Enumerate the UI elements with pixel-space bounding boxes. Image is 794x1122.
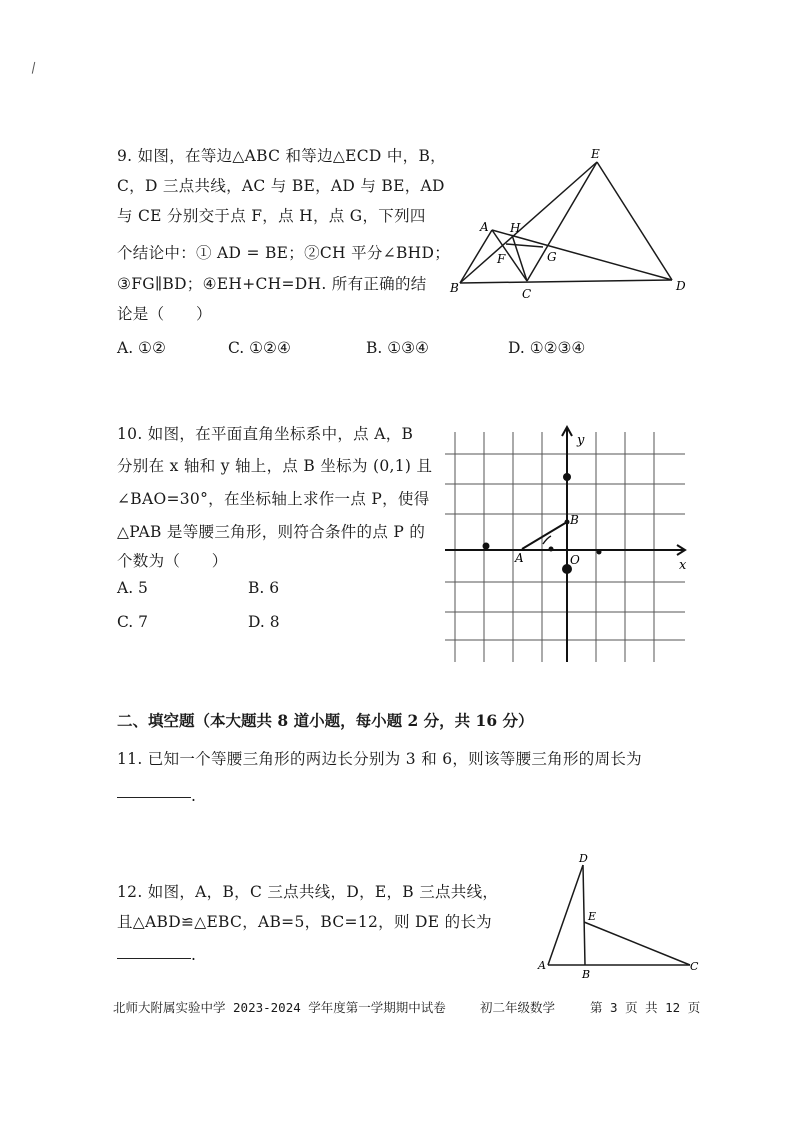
label-y-axis: y <box>577 433 585 448</box>
label-origin: O <box>570 553 580 567</box>
q11-text: 11. 已知一个等腰三角形的两边长分别为 3 和 6，则该等腰三角形的周长为 <box>117 750 642 768</box>
q9-line-4: 个结论中：① AD = BE；②CH 平分∠BHD； <box>117 244 451 262</box>
q12-answer-blank[interactable] <box>117 958 191 959</box>
label-F: F <box>497 252 506 266</box>
label-B: B <box>450 281 459 295</box>
label-point-b: B <box>570 513 579 527</box>
q9-option-d[interactable]: D. ①②③④ <box>508 339 586 357</box>
q12-label-B: B <box>582 968 591 980</box>
section-2-heading: 二、填空题（本大题共 8 道小题，每小题 2 分，共 16 分） <box>117 711 534 730</box>
q12-line-1: 12. 如图，A，B，C 三点共线，D，E，B 三点共线， <box>117 883 499 901</box>
q12-label-C: C <box>690 960 699 973</box>
q10-option-c[interactable]: C. 7 <box>117 613 149 631</box>
q12-label-D: D <box>579 852 588 865</box>
q9-line-6: 论是（ ） <box>117 305 212 323</box>
footer-page-number: 第 3 页 共 12 页 <box>590 1000 701 1015</box>
q9-line-5: ③FG∥BD；④EH+CH=DH. 所有正确的结 <box>117 275 427 293</box>
q10-option-a[interactable]: A. 5 <box>117 579 148 597</box>
label-A: A <box>480 220 489 234</box>
q12-label-A: A <box>538 959 546 972</box>
footer-grade: 初二年级数学 <box>480 1000 556 1015</box>
q10-line-5: 个数为（ ） <box>117 552 228 570</box>
q9-option-c[interactable]: C. ①②④ <box>228 339 291 357</box>
label-D: D <box>676 279 686 293</box>
q9-line-1: 9. 如图，在等边△ABC 和等边△ECD 中，B， <box>117 147 446 165</box>
q10-option-d[interactable]: D. 8 <box>248 613 280 631</box>
label-H: H <box>510 221 521 235</box>
q10-line-3: ∠BAO=30°，在坐标轴上求作一点 P，使得 <box>117 490 430 508</box>
q9-option-a[interactable]: A. ①② <box>117 339 166 357</box>
scan-mark <box>32 62 37 74</box>
q12-line-2: 且△ABD≌△EBC，AB=5，BC=12，则 DE 的长为 <box>117 913 492 931</box>
label-E: E <box>591 147 600 161</box>
q9-line-3: 与 CE 分别交于点 F，点 H，点 G，下列四 <box>117 207 426 225</box>
q10-coordinate-grid <box>445 422 695 667</box>
q9-option-b[interactable]: B. ①③④ <box>366 339 429 357</box>
q12-triangle-figure <box>535 850 705 980</box>
q10-line-1: 10. 如图，在平面直角坐标系中，点 A，B <box>117 425 414 443</box>
footer-school: 北师大附属实验中学 2023-2024 学年度第一学期期中试卷 <box>113 1000 446 1015</box>
q10-line-4: △PAB 是等腰三角形，则符合条件的点 P 的 <box>117 523 426 541</box>
label-G: G <box>547 250 557 264</box>
q12-label-E: E <box>588 910 597 923</box>
label-x-axis: x <box>679 558 687 573</box>
q10-line-2: 分别在 x 轴和 y 轴上，点 B 坐标为 (0,1) 且 <box>117 457 433 475</box>
q11-answer-blank[interactable] <box>117 797 191 798</box>
q12-blank-end: . <box>191 946 197 964</box>
label-point-a: A <box>515 551 524 565</box>
q10-option-b[interactable]: B. 6 <box>248 579 280 597</box>
q11-blank-end: . <box>191 787 197 805</box>
q9-line-2: C，D 三点共线，AC 与 BE，AD 与 BE，AD <box>117 177 445 195</box>
q9-triangle-figure <box>440 140 700 305</box>
label-C: C <box>522 287 532 301</box>
